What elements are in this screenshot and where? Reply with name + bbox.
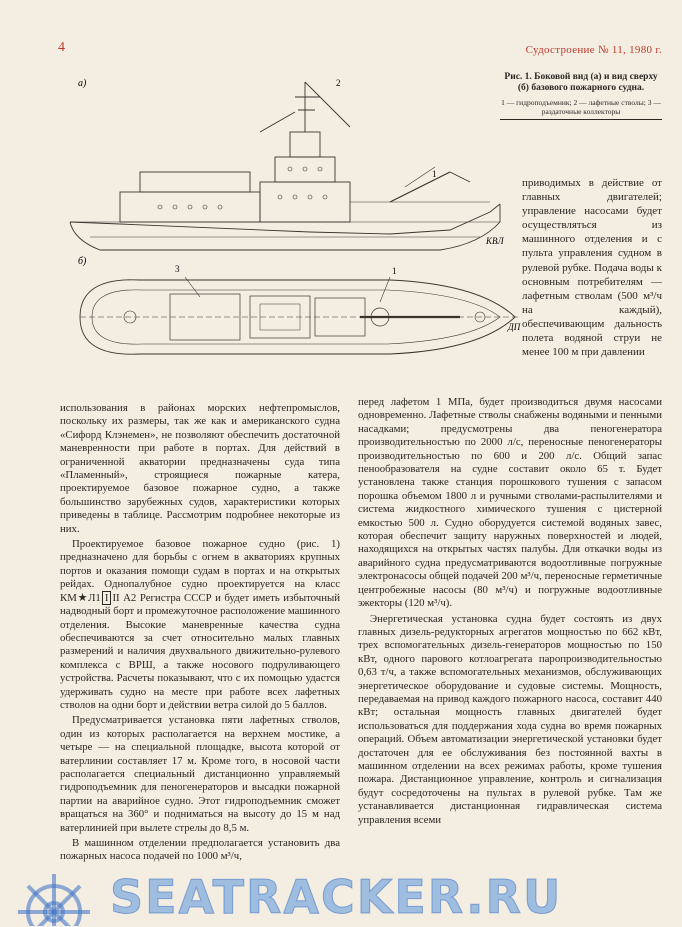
figure xyxy=(60,72,530,392)
running-head: Судостроение № 11, 1980 г. xyxy=(525,44,662,56)
page-number: 4 xyxy=(58,40,65,55)
side-view xyxy=(70,82,500,250)
left-paragraph-4: В машинном отделении предполагается установить два пожарных насоса подачей по 1000 м³/ч, xyxy=(60,837,340,863)
left-p2-start: Проектируемое базовое пожарное судно (рис. 1) предназначено для борьбы с огнем в акваториях крупных портов и оказания помощи судам в портах и на открытых рейдах. Однопалубное судно проектируется на класс КМ★Л1 xyxy=(60,538,340,604)
caption-title: Рис. 1. Боковой вид (а) и вид сверху (б) базового пожарного судна. xyxy=(504,72,658,93)
dp-label: ДП xyxy=(508,322,521,332)
ship-drawing xyxy=(60,72,530,392)
callout-1-top: 1 xyxy=(392,266,397,276)
callout-1: 1 xyxy=(432,169,437,179)
right-paragraph-1: перед лафетом 1 МПа, будет производиться двумя насосами одновременно. Лафетные стволы снабжены водяными и пенными насадками; предусмотрены два пеногенератора производительностью по 2000 л/с, переносные пеногенераторы производительностью по 600 и 200 л/с. Общий запас пенообразователя на судне составит около 65 т. Будет установлена также станция порошкового тушения с запасом порошка объемом 1800 л и ручными стволами-распылителями и система жидкостного химического тушения с цистерной емкостью 500 л. Судно оборудуется системой водяных завес, которая обеспечит защиту наружных поверхностей и людей, находящихся на открытых частях палубы. Для откачки воды из аварийного судна предусматриваются водоотливные погружные электронасосы общей подачей 200 м³/ч, переносные герметичные центробежные насосы (80 м³/ч) и погружные водоотливные эжекторы (120 м³/ч). xyxy=(358,396,662,610)
narrow-paragraph: приводимых в действие от главных двигателей; управление насосами будет осуществляться из машинного отделения и с пульта управления судном в рулевой рубке. Подача воды к основным потребителям — лафетным стволам (500 м³/ч на каждый), обеспечивающим дальность полета водяной струи не менее 100 м при давлении xyxy=(522,177,662,359)
left-column xyxy=(60,402,340,864)
kvl-label: КВЛ xyxy=(486,236,504,246)
caption-legend: 1 — гидроподъемник; 2 — лафетные стволы; 3 — раздаточные коллекторы xyxy=(501,98,661,116)
left-p2-end: II А2 Регистра СССР и будет иметь избыточный надводный борт и промежуточное расположение машинного отделения. Высокие маневренные качества судна обеспечиваются за счет относительно малых главных размерений и наличия двухвального движительно-рулевого комплекса с ВРШ, а также носового подруливающего устройства. Расчеты показывают, что с их помощью удастся удерживать судно на месте при работе всех лафетных стволов на одни борт и действии ветра силой до 5 баллов. xyxy=(60,591,341,711)
label-b: б) xyxy=(78,256,87,267)
caption-rule xyxy=(500,119,662,120)
right-column xyxy=(358,396,662,827)
narrow-column xyxy=(522,176,662,359)
left-paragraph-3: Предусматривается установка пяти лафетных стволов, один из которых располагается на верхнем мостике, а четыре — на специальной площадке, высота которой от ватерлинии составляет 17 м. Кроме того, в носовой части располагается специальный дистанционно управляемый гидроподъемник для пеногенераторов и высадки пожарной партии на аварийное судно. Этот гидроподъемник сможет вращаться на 360° и подниматься на высоту до 15 м над ватерлинией при вылете стрелы до 8,5 м. xyxy=(60,714,340,834)
left-paragraph-1: использования в районах морских нефтепромыслов, поскольку их размеры, так же как и американского судна «Сифорд Клэнемен», не позволяют обеспечить достаточной маневренности при работе в портах. Для действий в ограниченной акватории предназначены суда типа «Пламенный», строящиеся пожарные катера, проектируемое базовое пожарное судно, а также большинство зарубежных судов, характеристики которых приведены в таблице. Рассмотрим подробнее некоторые из них. xyxy=(60,402,340,535)
class-box: I xyxy=(102,591,112,605)
watermark-text: SEATRACKER.RU xyxy=(110,870,563,924)
right-paragraph-2: Энергетическая установка судна будет состоять из двух главных дизель-редукторных агрегатов мощностью по 662 кВт, трех вспомогательных дизель-генераторов мощностью по 150 кВт, одного парового котлоагрегата паропроизводительностью 0,63 т/ч, а также вспомогательных механизмов, обслуживающих энергетическое оборудование и судовые системы. Мощность, передаваемая на привод каждого пожарного насоса, составит 440 кВт; остальная мощность главных двигателей будет использоваться для поддержания хода судна во время пожарных операций. Объем автоматизации энергетической установки будет достаточен для ее обслуживания без постоянной вахты в машинном отделении на всех режимах работы, кроме тушения пожара. Дистанционное управление, контроль и сигнализация будут сосредоточены на пультах в рулевой рубке. Там же устанавливается дистанционная гидравлическая система управления всеми xyxy=(358,612,662,826)
left-paragraph-2 xyxy=(60,538,340,712)
top-view xyxy=(80,277,520,354)
callout-3: 3 xyxy=(175,264,180,274)
callout-2: 2 xyxy=(336,78,341,88)
ship-wheel-icon xyxy=(8,866,100,926)
label-a: а) xyxy=(78,78,87,89)
figure-caption xyxy=(500,72,662,120)
